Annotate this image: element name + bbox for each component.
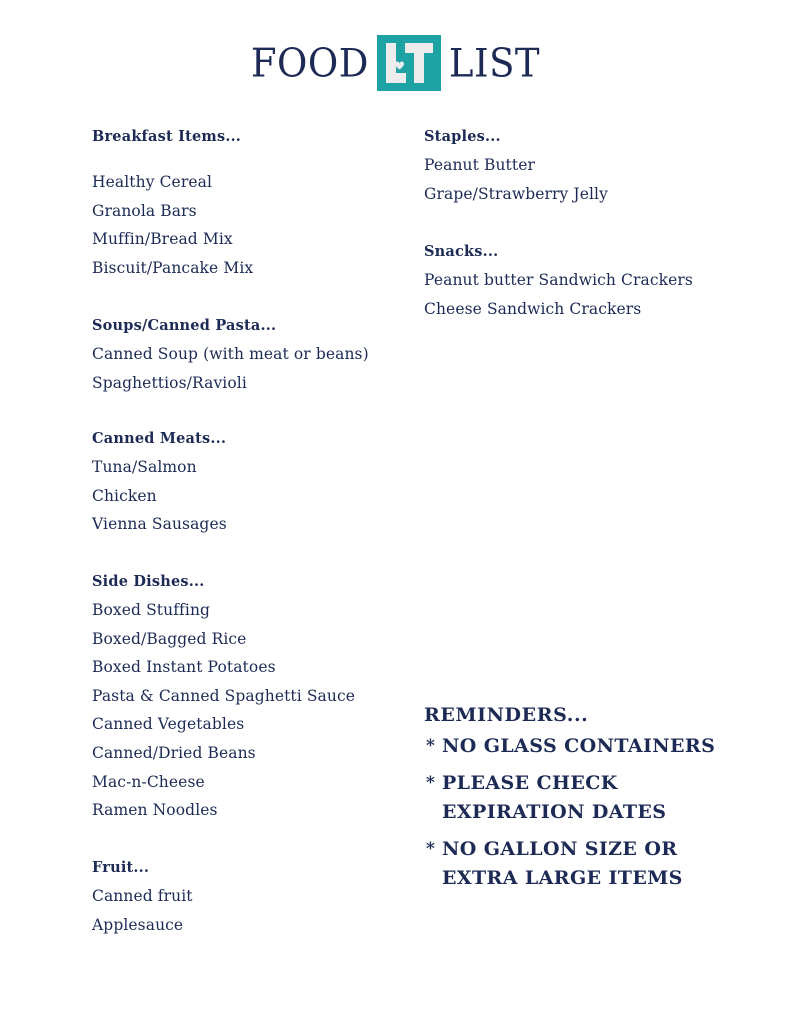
section-fruit — [92, 853, 193, 939]
list-item: Muffin/Bread Mix — [92, 230, 233, 249]
asterisk-bullet-icon: * — [426, 736, 436, 756]
list-item: Tuna/Salmon — [92, 458, 197, 476]
list-item: Vienna Sausages — [92, 515, 227, 534]
list-item: Grape/Strawberry Jelly — [424, 184, 608, 203]
section-breakfast — [92, 122, 253, 282]
list-item: Boxed Instant Potatoes — [92, 658, 276, 677]
list-item: Applesauce — [92, 915, 184, 934]
section-side-dishes — [92, 567, 355, 825]
section-title: Staples... — [424, 128, 501, 145]
section-title: Canned Meats... — [92, 430, 227, 447]
list-item: Canned/Dried Beans — [92, 743, 256, 762]
section-soups-canned-pasta — [92, 311, 369, 397]
list-item: Boxed/Bagged Rice — [92, 629, 247, 648]
list-item: Peanut butter Sandwich Crackers — [424, 271, 693, 289]
list-item: Pasta & Canned Spaghetti Sauce — [92, 686, 356, 705]
list-item: Ramen Noodles — [92, 801, 218, 820]
section-snacks — [424, 237, 693, 323]
list-item: Canned Vegetables — [92, 715, 245, 734]
section-canned-meats — [92, 424, 227, 539]
list-item: Canned Soup (with meat or beans) — [92, 345, 369, 363]
asterisk-bullet-icon: * — [426, 773, 436, 793]
list-item: Mac-n-Cheese — [92, 772, 205, 791]
list-item: Granola Bars — [92, 201, 197, 220]
page-header — [0, 35, 791, 91]
reminders-block — [424, 698, 764, 901]
reminder-text: NO GALLON SIZE OR EXTRA LARGE ITEMS — [442, 838, 683, 889]
list-item: Peanut Butter — [424, 156, 535, 174]
reminder-text: PLEASE CHECK EXPIRATION DATES — [442, 772, 667, 823]
reminder-item — [424, 769, 764, 827]
section-title: Side Dishes... — [92, 573, 205, 590]
reminder-item — [424, 732, 764, 761]
section-title: Fruit... — [92, 859, 150, 876]
reminders-title: REMINDERS... — [424, 704, 589, 726]
list-item: Biscuit/Pancake Mix — [92, 258, 254, 277]
list-item: Chicken — [92, 486, 157, 505]
list-item: Cheese Sandwich Crackers — [424, 299, 642, 318]
list-item: Healthy Cereal — [92, 173, 212, 191]
section-staples — [424, 122, 608, 208]
list-item: Canned fruit — [92, 887, 193, 905]
list-item: Spaghettios/Ravioli — [92, 373, 247, 392]
section-title: Soups/Canned Pasta... — [92, 317, 277, 334]
lt-heart-logo-icon — [377, 35, 441, 91]
asterisk-bullet-icon: * — [426, 839, 436, 859]
section-title: Breakfast Items... — [92, 128, 242, 145]
title-food: FOOD — [250, 40, 369, 86]
reminder-item — [424, 835, 764, 893]
section-title: Snacks... — [424, 243, 499, 260]
title-list: LIST — [448, 40, 541, 86]
list-item: Boxed Stuffing — [92, 601, 211, 619]
reminder-text: NO GLASS CONTAINERS — [442, 735, 716, 757]
